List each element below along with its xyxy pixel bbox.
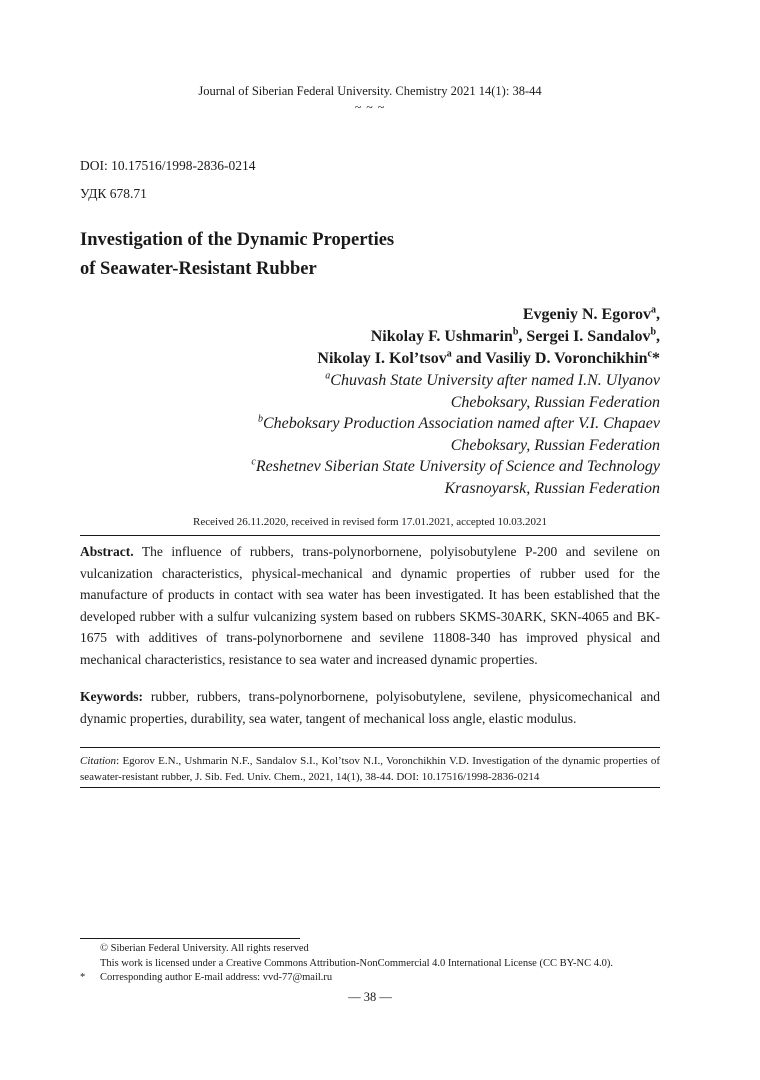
divider-top (80, 535, 660, 536)
affiliation-org-text: Chuvash State University after named I.N. Ulyanov (330, 372, 660, 389)
title-line-1: Investigation of the Dynamic Properties (80, 230, 395, 250)
footnote-copyright-text: © Siberian Federal University. All rights reserved (100, 943, 309, 954)
author-name: Nikolay I. Kol’tsov (317, 350, 447, 367)
udk-line: УДК 678.71 (80, 186, 147, 201)
author-name: Evgeniy N. Egorov (522, 306, 651, 323)
author-affil-mark: a (651, 304, 656, 316)
author-separator: , (656, 306, 660, 323)
header-ornament: ~ ~ ~ (354, 100, 386, 114)
footnote-mark: * (80, 972, 86, 983)
title-line-2: of Seawater-Resistant Rubber (80, 259, 317, 279)
author-separator: , (656, 328, 660, 345)
author-line-1 (317, 304, 660, 326)
author-affil-mark: b (512, 326, 519, 338)
doi-line: DOI: 10.17516/1998-2836-0214 (80, 158, 256, 173)
keywords-label: Keywords: (80, 689, 143, 704)
author-separator: and (455, 350, 482, 367)
affiliation-mark: b (258, 413, 263, 425)
author-separator: , (518, 328, 523, 345)
page-number: — 38 — (348, 990, 392, 1004)
journal-header: Journal of Siberian Federal University. Chemistry 2021 14(1): 38-44 (198, 84, 542, 98)
abstract-label: Abstract. (80, 544, 134, 559)
footnotes (80, 942, 680, 986)
author-affil-mark: a (446, 348, 452, 360)
author-affil-mark: b (650, 326, 656, 338)
author-name: Nikolay F. Ushmarin (370, 328, 513, 345)
author-name: Vasiliy D. Voronchikhin (485, 350, 648, 367)
affiliation-mark: c (251, 456, 256, 468)
affiliation-mark: a (325, 370, 331, 382)
citation (80, 754, 660, 785)
footnote-license-text: This work is licensed under a Creative Commons Attribution-NonCommercial 4.0 International License (CC BY-NC 4.0). (100, 957, 613, 969)
footnote-copyright (80, 942, 680, 957)
affiliation-org-text: Reshetnev Siberian State University of Science and Technology (255, 458, 660, 475)
footnote-license (80, 957, 680, 972)
affiliation-place: Krasnoyarsk, Russian Federation (444, 479, 660, 497)
affiliation-org (251, 413, 660, 435)
footnote-corresponding-text: Corresponding author E-mail address: vvd-77@mail.ru (100, 972, 333, 983)
affiliation-list (251, 370, 660, 499)
paper-title (80, 226, 394, 284)
citation-label: Citation (80, 755, 117, 767)
affiliation-org (251, 456, 660, 478)
keywords (80, 686, 660, 729)
affiliation-org (251, 370, 660, 392)
keywords-text: rubber, rubbers, trans-polynorbornene, polyisobutylene, sevilene, physicomechanical and dynamic properties, durability, sea water, tangent of mechanical loss angle, elastic modulus. (80, 689, 660, 726)
divider-citation-top (80, 747, 660, 748)
received-dates: Received 26.11.2020, received in revised form 17.01.2021, accepted 10.03.2021 (193, 516, 547, 528)
abstract-text: The influence of rubbers, trans-polynorbornene, polyisobutylene P-200 and sevilene on vulcanization characteristics, physical-mechanical and dynamic properties of rubber used for the manufacture of products in contact with sea water has been investigated. It has been established that the developed rubber with a sulfur vulcanizing system based on rubbers SKMS-30ARK, SKN-4065 and BK-1675 with additives of trans-polynorbornene and sevilene 11808-340 has improved physical and mechanical characteristics, resistance to sea water and increased dynamic properties. (80, 544, 661, 667)
author-affil-mark: c (647, 348, 652, 360)
footnote-divider (80, 938, 300, 939)
divider-citation-bottom (80, 787, 660, 788)
author-name: Sergei I. Sandalov (526, 328, 651, 345)
affiliation-org-text: Cheboksary Production Association named after V.I. Chapaev (263, 415, 660, 432)
author-line-3 (317, 348, 660, 370)
citation-text: : Egorov E.N., Ushmarin N.F., Sandalov S.I., Kol’tsov N.I., Voronchikhin V.D. Investigation of the dynamic properties of seawater-resistant rubber, J. Sib. Fed. Univ. Chem., 2021, 14(1), 38-44. DOI: 10.17516/1998-2836-0214 (80, 755, 660, 783)
affiliation-place: Cheboksary, Russian Federation (450, 393, 660, 411)
footnote-corresponding (80, 971, 680, 986)
abstract (80, 541, 660, 670)
author-list (317, 304, 660, 370)
affiliation-place: Cheboksary, Russian Federation (450, 436, 660, 454)
author-line-2 (317, 326, 660, 348)
corresponding-mark: * (652, 350, 660, 367)
